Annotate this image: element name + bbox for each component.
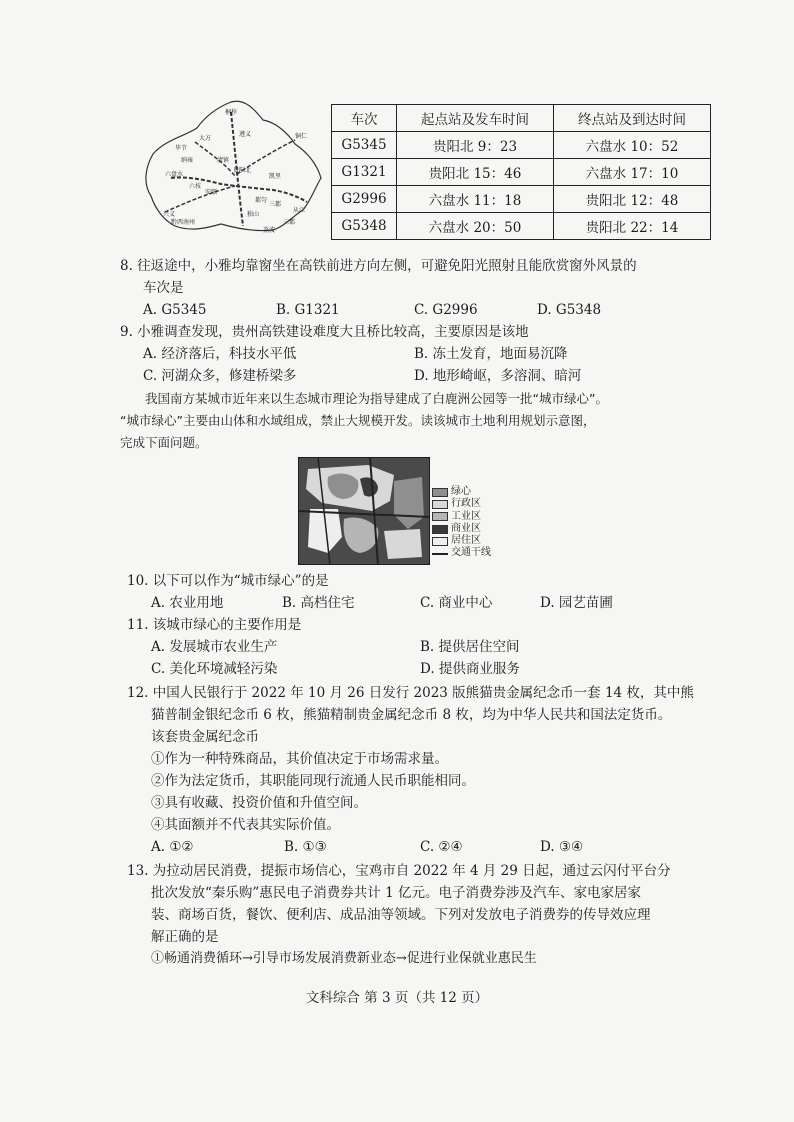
q9-option-c: C. 河湖众多，修建桥梁多	[143, 368, 297, 384]
map-label: 黔西南州	[171, 219, 196, 226]
map-label: 清镇	[217, 157, 230, 164]
map-label: 从江	[293, 207, 306, 214]
table-cell: 贵阳北 9：23	[397, 132, 554, 159]
table-header: 终点站及到达时间	[554, 105, 711, 132]
q12-stem-cont: 猫普制金银纪念币 6 枚，熊猫精制贵金属纪念币 8 枚，均为中华人民共和国法定货币。	[151, 707, 672, 723]
table-cell: 六盘水 20：50	[397, 213, 554, 240]
legend-label: 行政区	[451, 498, 481, 510]
q8-option-d: D. G5348	[537, 302, 602, 318]
legend-swatch-residential	[432, 537, 448, 546]
table-cell: G2996	[332, 186, 397, 213]
q9-option-a: A. 经济落后，科技水平低	[143, 346, 297, 362]
table-row	[332, 132, 711, 159]
legend-item	[432, 486, 491, 498]
q13-statement-1: ①畅通消费循环→引导市场发展消费新业态→促进行业保就业惠民生	[151, 951, 537, 966]
q9-option-b: B. 冻土发育，地面易沉降	[414, 346, 568, 362]
table-cell: 六盘水 10：52	[554, 132, 711, 159]
table-cell: 六盘水 11：18	[397, 186, 554, 213]
q10-stem: 10. 以下可以作为“城市绿心”的是	[127, 573, 329, 589]
map-label: 安顺	[205, 189, 218, 196]
page-footer: 文科综合 第 3 页（共 12 页）	[305, 990, 489, 1006]
q12-option-a: A. ①②	[151, 839, 194, 855]
train-timetable	[331, 104, 711, 240]
legend-item	[432, 535, 491, 547]
q10-option-b: B. 高档住宅	[282, 595, 355, 611]
q11-stem: 11. 该城市绿心的主要作用是	[127, 617, 302, 633]
q10-option-c: C. 商业中心	[420, 595, 493, 611]
legend-item	[432, 523, 491, 535]
map-label: 都匀	[255, 197, 268, 204]
map-label: 三都	[283, 219, 296, 226]
legend-label: 工业区	[451, 510, 481, 522]
q8-stem-cont: 车次是	[143, 280, 184, 296]
q11-option-c: C. 美化环境减轻污染	[151, 661, 278, 677]
q12-option-b: B. ①③	[284, 839, 327, 855]
q12-option-d: D. ③④	[540, 839, 584, 855]
table-cell: G5345	[332, 132, 397, 159]
q8-option-b: B. G1321	[276, 302, 340, 318]
map-label: 毕节	[175, 145, 188, 152]
q11-option-a: A. 发展城市农业生产	[151, 639, 278, 655]
passage-line: 完成下面问题。	[120, 435, 208, 450]
map-label: 六枝	[189, 183, 202, 190]
passage-line: “城市绿心”主要由山体和水域组成，禁止大规模开发。读该城市土地利用规划示意图，	[120, 413, 596, 428]
map-label: 桐梓	[225, 109, 238, 116]
legend-swatch-admin	[432, 500, 448, 509]
legend-label: 绿心	[451, 486, 471, 497]
q13-stem-cont: 装、商场百货，餐饮、便利店、成品油等领域。下列对发放电子消费券的传导效应理	[151, 907, 651, 923]
table-cell: G5348	[332, 213, 397, 240]
table-cell: 贵阳北 12：48	[554, 186, 711, 213]
q13-stem: 13. 为拉动居民消费，提振市场信心，宝鸡市自 2022 年 4 月 29 日起，通过云闪付平台分	[127, 863, 671, 879]
map-label: 兴义	[163, 211, 176, 218]
legend-label: 交通干线	[451, 547, 491, 559]
passage-line: 我国南方某城市近年来以生态城市理论为指导建成了白鹿洲公园等一批“城市绿心”。	[145, 391, 608, 406]
q12-statement-4: ④其面额并不代表其实际价值。	[151, 817, 340, 833]
table-cell: 六盘水 17：10	[554, 159, 711, 186]
map-legend	[432, 486, 491, 560]
city-land-use-map	[298, 457, 430, 565]
legend-item	[432, 547, 491, 559]
map-label: 荔波	[263, 227, 276, 234]
q8-option-c: C. G2996	[414, 302, 478, 318]
q9-stem: 9. 小雅调查发现，贵州高铁建设难度大且桥比较高，主要原因是该地	[120, 324, 529, 340]
q13-stem-cont: 批次发放“秦乐购”惠民电子消费券共计 1 亿元。电子消费券涉及汽车、家电家居家	[151, 885, 641, 901]
map-label: 铜仁	[295, 133, 308, 140]
guizhou-rail-map	[135, 92, 330, 242]
map-label: 大方	[199, 135, 212, 142]
q8-stem: 8. 往返途中，小雅均靠窗坐在高铁前进方向左侧，可避免阳光照射且能欣赏窗外风景的	[120, 258, 637, 274]
legend-swatch-commerce	[432, 525, 448, 534]
legend-swatch-green-core	[432, 488, 448, 497]
q13-stem-cont: 解正确的是	[151, 929, 219, 945]
map-label: 纳雍	[181, 157, 194, 164]
q11-option-b: B. 提供居住空间	[420, 639, 520, 655]
table-row	[332, 213, 711, 240]
q12-stem-cont: 该套贵金属纪念币	[151, 729, 259, 745]
q10-option-a: A. 农业用地	[151, 595, 224, 611]
q9-option-d: D. 地形崎岖，多溶洞、暗河	[414, 368, 582, 384]
legend-item	[432, 498, 491, 510]
map-label: 独山	[247, 211, 260, 218]
q12-option-c: C. ②④	[420, 839, 463, 855]
legend-swatch-traffic	[432, 553, 448, 555]
map-label: 凯里	[269, 173, 282, 180]
q12-statement-1: ①作为一种特殊商品，其价值决定于市场需求量。	[151, 751, 448, 767]
table-cell: 贵阳北 15：46	[397, 159, 554, 186]
q12-statement-2: ②作为法定货币，其职能同现行流通人民币职能相同。	[151, 773, 475, 789]
legend-label: 商业区	[451, 522, 481, 534]
table-row	[332, 159, 711, 186]
table-cell: G1321	[332, 159, 397, 186]
table-header: 车次	[332, 105, 397, 132]
table-header: 起点站及发车时间	[397, 105, 554, 132]
q10-option-d: D. 园艺苗圃	[540, 595, 613, 611]
legend-swatch-industry	[432, 512, 448, 521]
map-label: 贵阳北	[233, 167, 252, 174]
legend-label: 居住区	[451, 535, 481, 547]
map-label: 遵义	[239, 131, 252, 138]
q8-option-a: A. G5345	[143, 302, 207, 318]
legend-item	[432, 511, 491, 523]
table-cell: 贵阳北 22：14	[554, 213, 711, 240]
table-row	[332, 186, 711, 213]
map-label: 三都	[269, 201, 282, 208]
q11-option-d: D. 提供商业服务	[420, 661, 520, 677]
q12-statement-3: ③具有收藏、投资价值和升值空间。	[151, 795, 367, 811]
map-label: 六盘水	[165, 171, 184, 178]
q12-stem: 12. 中国人民银行于 2022 年 10 月 26 日发行 2023 版熊猫贵金属纪念币一套 14 枚，其中熊	[127, 685, 694, 701]
